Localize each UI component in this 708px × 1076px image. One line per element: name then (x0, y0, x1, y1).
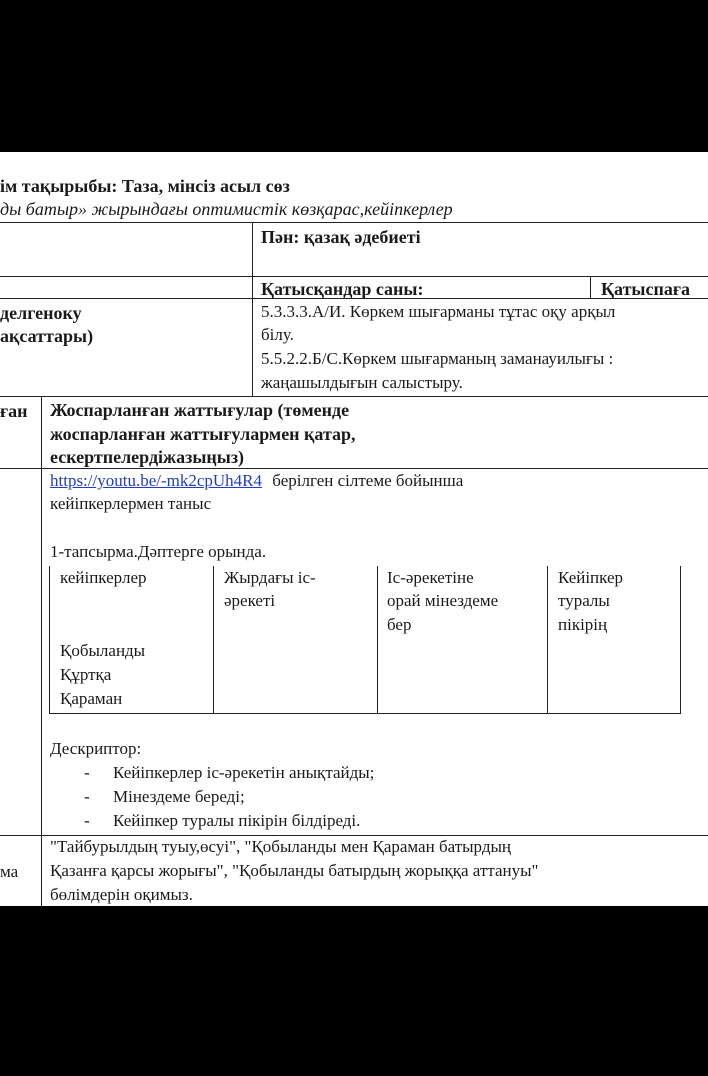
subject-label: Пән: қазақ әдебиеті (261, 227, 421, 247)
table-border (0, 222, 708, 223)
task-table-header-actions-1: Жырдағы іс- (224, 568, 316, 587)
reading-task-line3: бөлімдерін оқимыз. (50, 885, 193, 904)
task-table-header-trait-2: орай мінездеме (387, 591, 499, 610)
participants-label: Қатысқандар саны: (261, 279, 424, 299)
task-table-character: Қобыланды (60, 641, 146, 660)
task-title: 1-тапсырма.Дәптерге орында. (50, 542, 267, 561)
document-page (0, 152, 708, 906)
table-border (41, 396, 42, 906)
task-table-border (49, 713, 681, 714)
table-border (0, 396, 708, 397)
descriptor-title: Дескриптор: (50, 739, 142, 758)
task-table-border (680, 566, 681, 714)
descriptor-bullet: - (84, 763, 90, 782)
reading-task-line1: "Тайбурылдың туыу,өсуі", "Қобыланды мен Қараман батырдың (50, 837, 511, 856)
stage-column-header: ған (0, 401, 28, 421)
link-instruction-line2: кейіпкерлермен таныс (50, 494, 212, 513)
video-link[interactable]: https://youtu.be/-mk2cpUh4R4 (50, 471, 263, 490)
goal-2-line1: 5.5.2.2.Б/С.Көркем шығарманың заманауилығы : (261, 349, 614, 368)
reading-task-line2: Қазанға қарсы жорығы", "Қобыланды батырдың жорыққа аттануы" (50, 861, 539, 880)
task-table-border (49, 566, 50, 714)
descriptor-bullet: - (84, 811, 90, 830)
plan-header-line2: жоспарланған жаттығулармен қатар, (50, 424, 356, 444)
descriptor-item: Кейіпкер туралы пікірін білдіреді. (113, 811, 361, 830)
goal-1-line2: білу. (261, 325, 294, 344)
task-table-border (377, 566, 378, 714)
link-instruction: берілген сілтеме бойынша (272, 471, 464, 490)
table-border (252, 222, 253, 396)
task-table-header-actions-2: әрекеті (224, 591, 276, 610)
task-table-header-opinion-1: Кейіпкер (558, 568, 624, 587)
table-border (590, 276, 591, 298)
stage-label-bottom: ма (0, 862, 19, 881)
table-border (0, 468, 708, 469)
plan-header-line3: ескертпелердіжазыңыз) (50, 447, 245, 467)
descriptor-bullet: - (84, 787, 90, 806)
task-table-border (213, 566, 214, 714)
task-table-header-opinion-2: туралы (558, 591, 610, 610)
task-table-border (547, 566, 548, 714)
task-table-header-opinion-3: пікірің (558, 615, 608, 634)
goals-label-line1: делгеноку (0, 303, 82, 323)
table-border (0, 276, 708, 277)
task-table-header-characters: кейіпкерлер (60, 568, 147, 587)
lesson-topic: ім тақырыбы: Таза, мінсіз асыл сөз (0, 176, 290, 196)
absent-label: Қатыспаға (601, 279, 691, 299)
goals-label-line2: ақсаттары) (0, 326, 94, 346)
task-table-header-trait-1: Іс-әрекетіне (387, 568, 474, 587)
descriptor-item: Кейіпкерлер іс-әрекетін анықтайды; (113, 763, 375, 782)
lesson-subtitle: ды батыр» жырындағы оптимистік көзқарас,кейіпкерлер (0, 199, 453, 219)
goal-2-line2: жаңашылдығын салыстыру. (261, 373, 463, 392)
descriptor-item: Мінездеме береді; (113, 787, 245, 806)
plan-header-line1: Жоспарланған жаттығулар (төменде (50, 400, 350, 420)
goal-1-line1: 5.3.3.3.А/И. Көркем шығарманы тұтас оқу арқыл (261, 302, 616, 321)
task-table-character: Қараман (60, 689, 123, 708)
task-table-character: Құртқа (60, 665, 112, 684)
task-table-header-trait-3: бер (387, 615, 412, 634)
